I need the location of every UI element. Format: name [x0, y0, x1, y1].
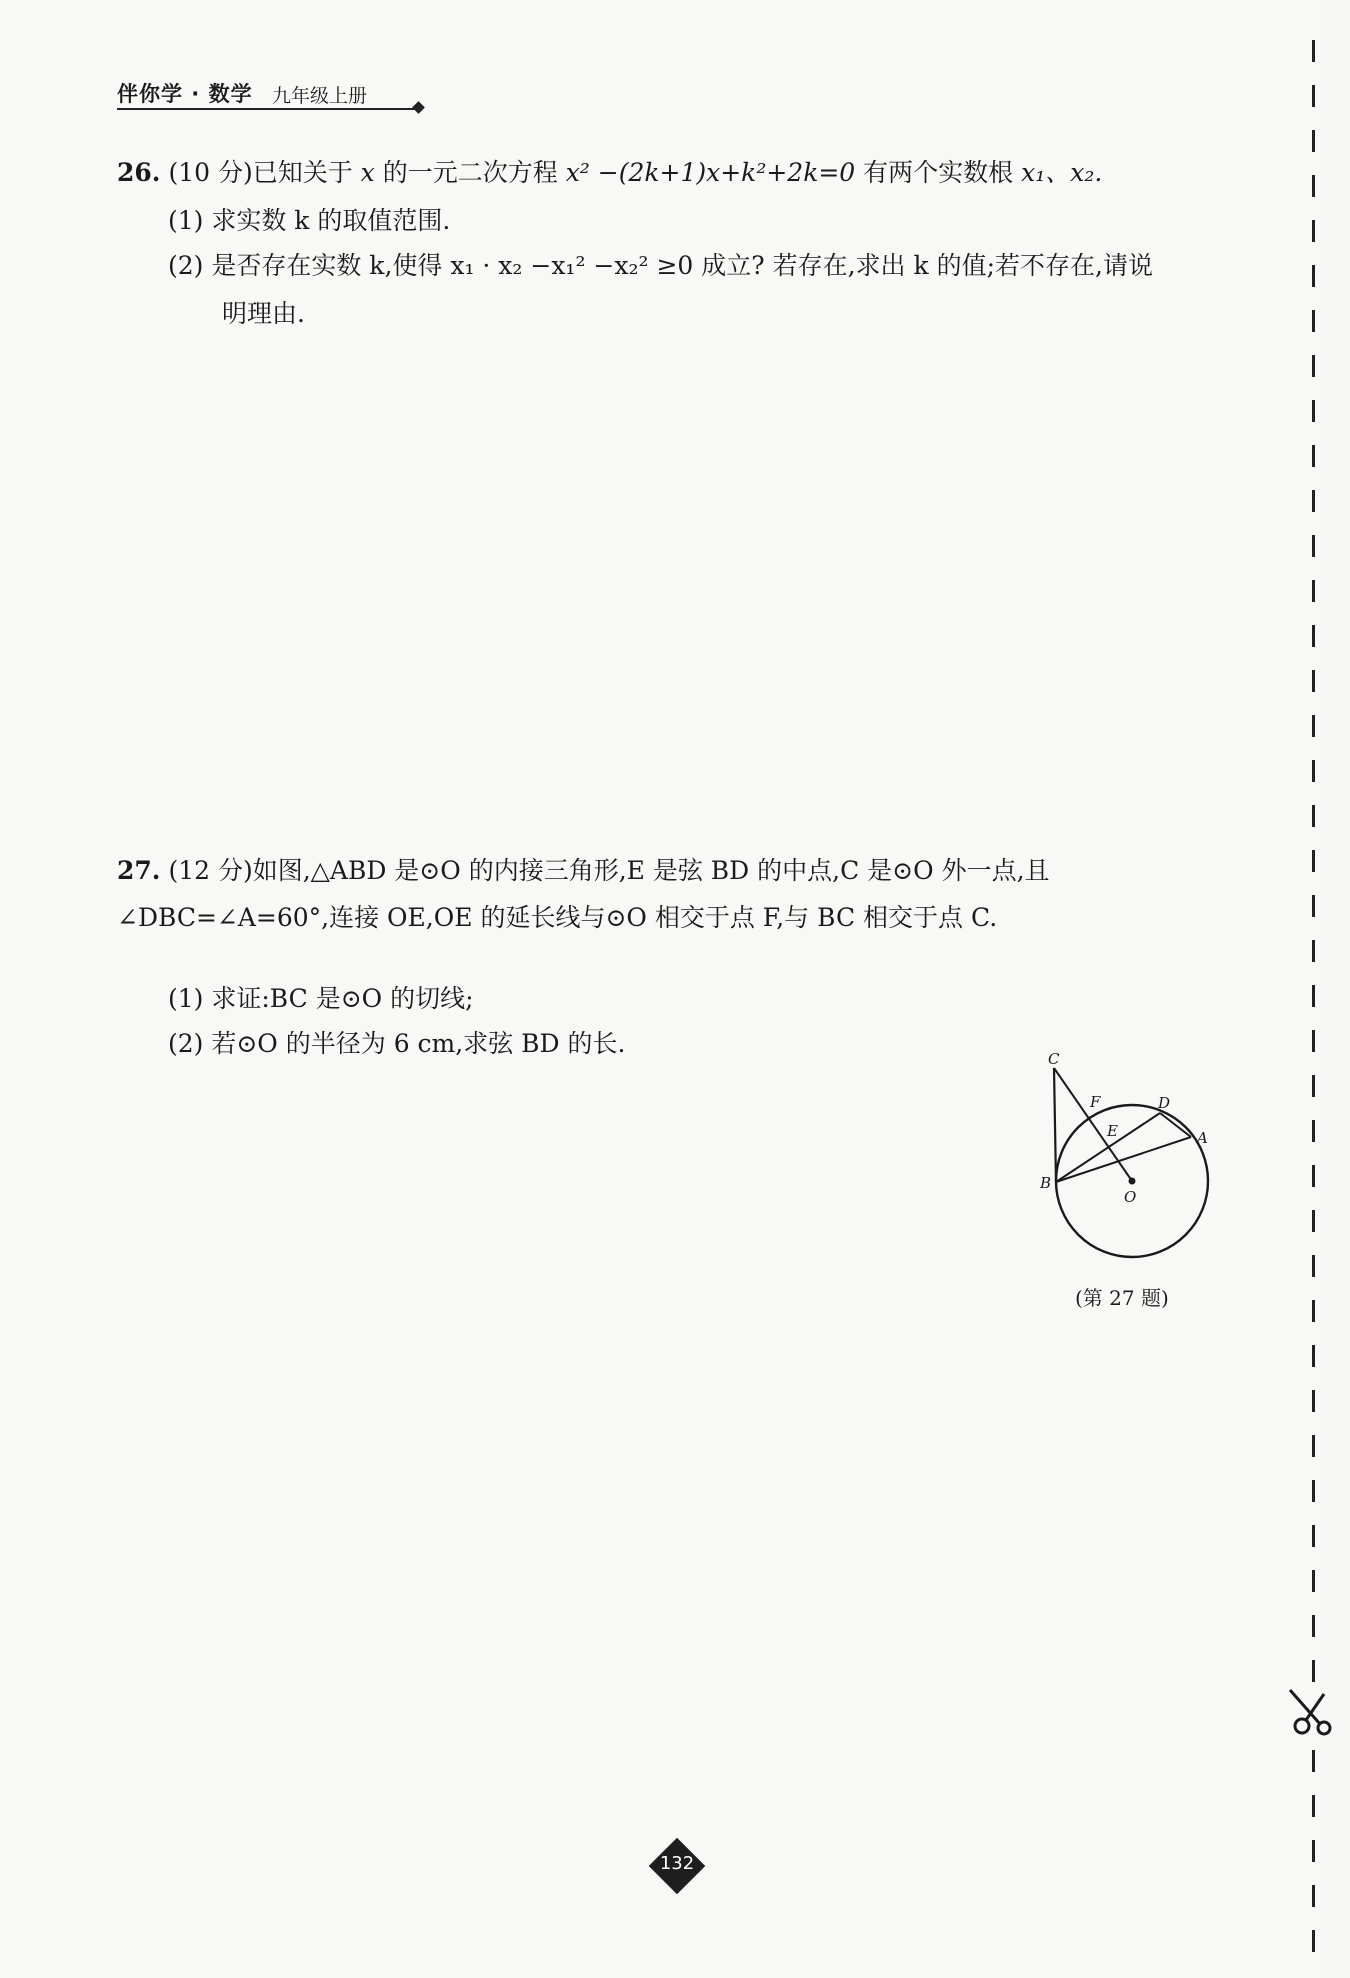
q26-number: 26. — [117, 158, 161, 187]
q26-stem-b: 的一元二次方程 — [374, 158, 566, 187]
cut-line-dash — [1312, 1345, 1315, 1367]
cut-line-dash — [1312, 760, 1315, 782]
cut-line-dash — [1312, 1120, 1315, 1142]
cut-line-dash — [1312, 805, 1315, 827]
cut-line-dash — [1312, 355, 1315, 377]
q26-stem-c: 有两个实数根 — [855, 158, 1022, 187]
cut-line-dash — [1312, 445, 1315, 467]
label-f: F — [1090, 1093, 1101, 1111]
cut-line-dash — [1312, 1615, 1315, 1637]
cut-line-dash — [1312, 400, 1315, 422]
label-b: B — [1040, 1174, 1052, 1192]
cut-line-dash — [1312, 1480, 1315, 1502]
cut-line-dash — [1312, 715, 1315, 737]
label-d: D — [1158, 1094, 1171, 1112]
label-c: C — [1048, 1050, 1060, 1068]
cut-line-dash — [1312, 850, 1315, 872]
segment-ba — [1056, 1137, 1191, 1182]
cut-line-dash — [1312, 1840, 1315, 1862]
cut-line-dash — [1312, 1570, 1315, 1592]
q26-stem — [117, 157, 1102, 189]
q26-part2-cont: 明理由. — [222, 299, 305, 328]
q26-roots: x₁、x₂. — [1021, 158, 1103, 187]
cut-line-dash — [1312, 1525, 1315, 1547]
cut-line-dash — [1312, 40, 1315, 62]
cut-line-dash — [1312, 1075, 1315, 1097]
scissors-icon — [1284, 1684, 1332, 1738]
label-o: O — [1124, 1188, 1137, 1206]
cut-line-dash — [1312, 535, 1315, 557]
cut-line-dash — [1312, 490, 1315, 512]
cut-line-dash — [1312, 220, 1315, 242]
q27-figure — [1040, 1050, 1230, 1260]
cut-line-dash — [1312, 895, 1315, 917]
q26-equation: x² −(2k+1)x+k²+2k=0 — [565, 158, 856, 187]
label-e: E — [1107, 1122, 1118, 1140]
header-rule — [117, 108, 417, 110]
segment-co — [1054, 1068, 1132, 1181]
header-diamond-icon — [412, 101, 425, 114]
cut-line-dash — [1312, 1435, 1315, 1457]
q27-part2: (2) 若⊙O 的半径为 6 cm,求弦 BD 的长. — [168, 1029, 626, 1058]
q26-stem-a: 已知关于 — [252, 158, 361, 187]
cut-line-dash — [1312, 1165, 1315, 1187]
cut-line-dash — [1312, 1210, 1315, 1232]
cut-line-dash — [1312, 1390, 1315, 1412]
label-a: A — [1197, 1129, 1208, 1147]
grade-label: 九年级上册 — [272, 85, 368, 107]
cut-line-dash — [1312, 985, 1315, 1007]
cut-line-dash — [1312, 670, 1315, 692]
segment-bc — [1054, 1068, 1056, 1182]
cut-line-dash — [1312, 310, 1315, 332]
page-header — [117, 78, 427, 114]
cut-line-dash — [1312, 625, 1315, 647]
q26-var-x: x — [360, 158, 375, 187]
cut-line-dash — [1312, 1750, 1315, 1772]
q26-part1: (1) 求实数 k 的取值范围. — [168, 206, 451, 235]
book-brand: 伴你学 · 数学 — [117, 82, 253, 106]
q27-number: 27. — [117, 856, 161, 885]
cut-line-dash — [1312, 1300, 1315, 1322]
cut-line-dash — [1312, 580, 1315, 602]
cut-line-dash — [1312, 1885, 1315, 1907]
q27-line1: 如图,△ABD 是⊙O 的内接三角形,E 是弦 BD 的中点,C 是⊙O 外一点,且 — [252, 856, 1050, 885]
cut-line-dash — [1312, 130, 1315, 152]
center-point-o — [1129, 1178, 1136, 1185]
cut-line-dash — [1312, 1930, 1315, 1952]
cut-line-dash — [1312, 85, 1315, 107]
q27-points: (12 分) — [168, 856, 253, 885]
q27-part1: (1) 求证:BC 是⊙O 的切线; — [168, 984, 474, 1013]
q26-points: (10 分) — [168, 158, 253, 187]
cut-line-dash — [1312, 1660, 1315, 1682]
page-number: 132 — [659, 1853, 695, 1874]
page-number-badge — [651, 1840, 703, 1892]
q27-line2: ∠DBC=∠A=60°,连接 OE,OE 的延长线与⊙O 相交于点 F,与 BC 相交于点 C. — [117, 903, 998, 932]
figure-caption: (第 27 题) — [1075, 1286, 1169, 1310]
cut-line-dash — [1312, 265, 1315, 287]
q27-stem — [117, 855, 1050, 887]
cut-line-dash — [1312, 1030, 1315, 1052]
cut-line-dash — [1312, 175, 1315, 197]
q26-part2: (2) 是否存在实数 k,使得 x₁ · x₂ −x₁² −x₂² ≥0 成立? 若存在,求出 k 的值;若不存在,请说 — [168, 251, 1153, 280]
cut-line-dash — [1312, 940, 1315, 962]
segment-da — [1160, 1113, 1191, 1137]
cut-line-dash — [1312, 1255, 1315, 1277]
cut-line-dash — [1312, 1795, 1315, 1817]
